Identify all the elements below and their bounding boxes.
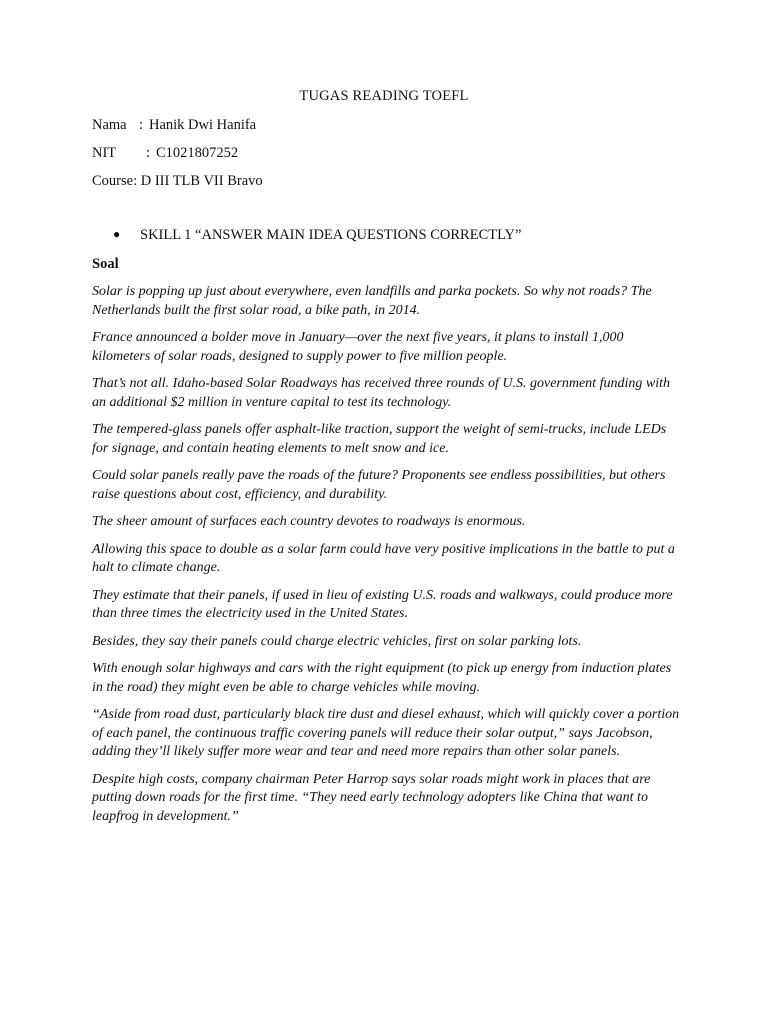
document-title: TUGAS READING TOEFL xyxy=(299,88,469,104)
passage-paragraph: Besides, they say their panels could charge electric vehicles, first on solar parking lots. xyxy=(92,633,582,649)
passage-paragraph: Could solar panels really pave the roads of the future? Proponents see endless possibilities, but others raise questions about cost, efficiency, and durability. xyxy=(92,468,666,502)
passage-paragraph: With enough solar highways and cars with the right equipment (to pick up energy from induction plates in the road) they might even be able to charge vehicles while moving. xyxy=(92,661,672,695)
passage-paragraph: That’s not all. Idaho-based Solar Roadways has received three rounds of U.S. government funding with an additional $2 million in venture capital to test its technology. xyxy=(92,376,670,410)
passage-paragraph: Despite high costs, company chairman Peter Harrop says solar roads might work in places that are putting down roads for the first time. “They need early technology adopters like China that want to leapfrog in development.” xyxy=(92,771,651,824)
passage-paragraph: The sheer amount of surfaces each country devotes to roadways is enormous. xyxy=(92,514,526,529)
meta-label: NIT xyxy=(92,145,117,161)
skill-text: SKILL 1 “ANSWER MAIN IDEA QUESTIONS CORRECTLY” xyxy=(140,227,522,243)
meta-value: D III TLB VII Bravo xyxy=(140,173,263,189)
section-label-soal: Soal xyxy=(92,256,119,272)
reading-passage xyxy=(92,283,682,835)
meta-value: C1021807252 xyxy=(156,145,239,161)
meta-separator: : xyxy=(133,173,138,189)
meta-row-name xyxy=(92,117,256,134)
meta-separator: : xyxy=(139,117,144,133)
meta-row-nit xyxy=(92,145,238,162)
passage-paragraph: The tempered-glass panels offer asphalt-like traction, support the weight of semi-trucks, include LEDs for signage, and contain heating elements to melt snow and ice. xyxy=(92,422,667,456)
meta-value: Hanik Dwi Hanifa xyxy=(149,117,257,133)
meta-row-course xyxy=(92,173,263,190)
passage-paragraph: France announced a bolder move in January—over the next five years, it plans to install 1,000 kilometers of solar roads, designed to supply power to five million people. xyxy=(92,330,624,364)
meta-label: Course xyxy=(92,173,134,189)
skill-heading xyxy=(113,227,521,244)
passage-paragraph: “Aside from road dust, particularly black tire dust and diesel exhaust, which will quickly cover a portion of each panel, the continuous traffic covering panels will reduce their solar output,” says Jacobson, adding they’ll likely suffer more wear and tear and need more repairs than other solar panels. xyxy=(92,707,680,759)
passage-paragraph: Solar is popping up just about everywhere, even landfills and parka pockets. So why not roads? The Netherlands built the first solar road, a bike path, in 2014. xyxy=(92,284,652,318)
meta-separator: : xyxy=(146,145,151,161)
bullet-icon: ● xyxy=(113,227,121,241)
passage-paragraph: They estimate that their panels, if used in lieu of existing U.S. roads and walkways, could produce more than three times the electricity used in the United States. xyxy=(92,587,673,621)
meta-label: Nama xyxy=(92,117,127,133)
passage-paragraph: Allowing this space to double as a solar farm could have very positive implications in the battle to put a halt to climate change. xyxy=(92,541,675,575)
